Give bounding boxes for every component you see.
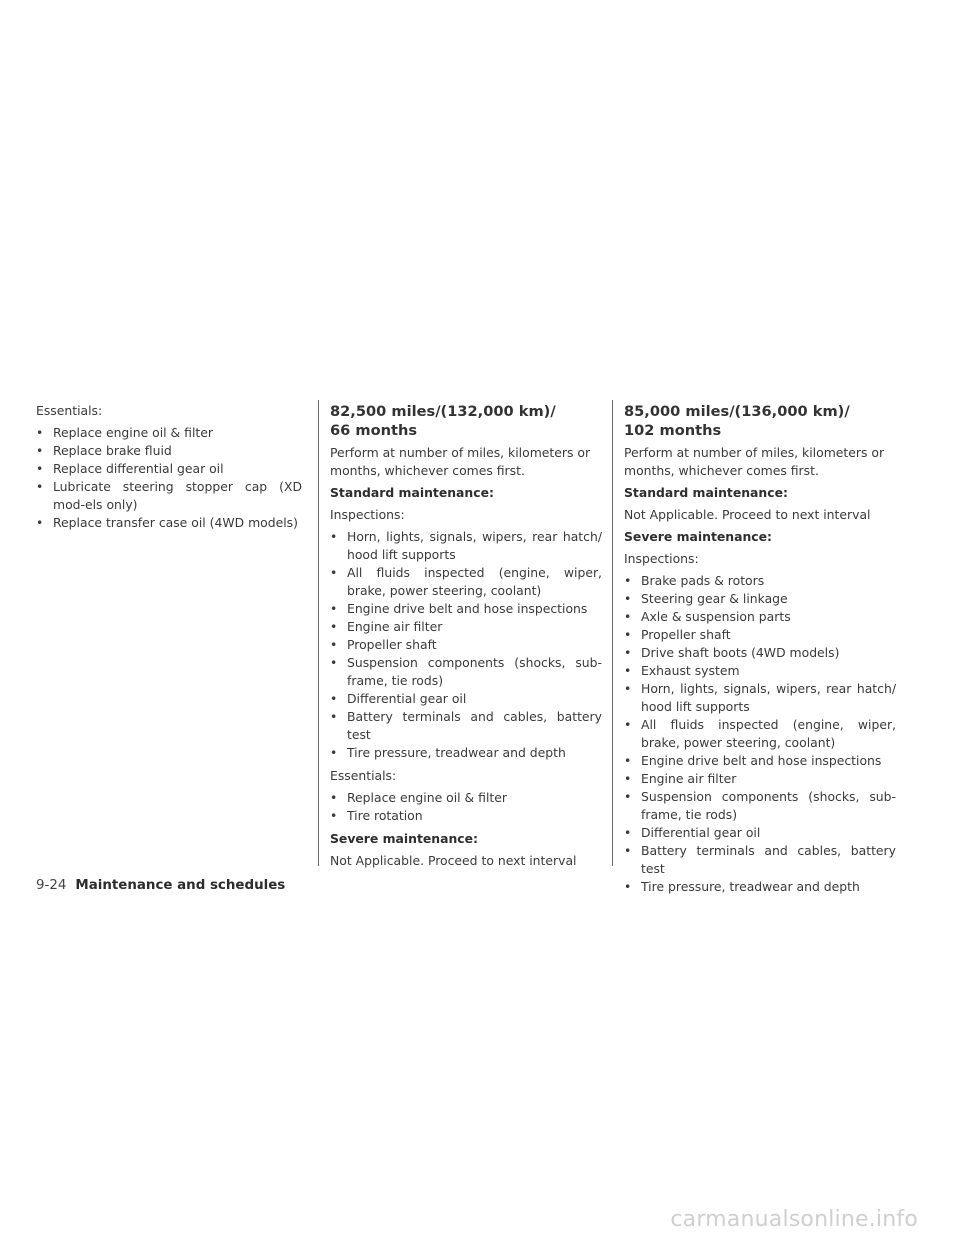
list-item: • Differential gear oil [330,690,602,708]
watermark: carmanualsonline.info [670,1207,918,1232]
inspections-label: Inspections: [330,507,405,522]
list-item: • Horn, lights, signals, wipers, rear hatch/ hood lift supports [624,680,896,716]
heading-line-1: 82,500 miles/(132,000 km)/ [330,403,556,420]
standard-maintenance-label: Standard maintenance: [330,485,494,500]
list-item: • Replace brake fluid [36,442,302,460]
heading-line-1: 85,000 miles/(136,000 km)/ [624,403,850,420]
interval-intro: Perform at number of miles, kilometers or months, whichever comes first. [330,445,591,478]
list-item: • Engine air filter [330,618,602,636]
column-left [36,402,302,537]
column-right [624,402,896,901]
heading-line-2: 66 months [330,422,418,439]
essentials-list [36,424,302,532]
page-number: 9-24 [36,878,67,893]
list-item: • Replace engine oil & filter [36,424,302,442]
inspections-list [624,572,896,896]
list-item: • Battery terminals and cables, battery test [624,842,896,878]
list-item: • Suspension components (shocks, sub-frame, tie rods) [624,788,896,824]
list-item: • Differential gear oil [624,824,896,842]
list-item: • Replace transfer case oil (4WD models) [36,514,302,532]
list-item: • Propeller shaft [624,626,896,644]
column-middle [330,402,602,874]
list-item: • All fluids inspected (engine, wiper, brake, power steering, coolant) [330,564,602,600]
standard-maintenance-label: Standard maintenance: [624,485,788,500]
interval-heading-82500 [330,402,602,440]
list-item: • Tire pressure, treadwear and depth [330,744,602,762]
severe-maintenance-label: Severe maintenance: [624,529,773,544]
list-item: • Suspension components (shocks, sub-frame, tie rods) [330,654,602,690]
list-item: • Drive shaft boots (4WD models) [624,644,896,662]
inspections-list [330,528,602,762]
list-item: • Engine drive belt and hose inspections [624,752,896,770]
list-item: • Battery terminals and cables, battery test [330,708,602,744]
page-footer [36,878,285,894]
list-item: • Horn, lights, signals, wipers, rear hatch/ hood lift supports [330,528,602,564]
essentials-label: Essentials: [36,403,103,418]
list-item: • Axle & suspension parts [624,608,896,626]
essentials-list [330,789,602,825]
severe-maintenance-label: Severe maintenance: [330,831,479,846]
section-title: Maintenance and schedules [75,878,286,893]
list-item: • Brake pads & rotors [624,572,896,590]
list-item: • Steering gear & linkage [624,590,896,608]
inspections-label: Inspections: [624,551,699,566]
list-item: • Exhaust system [624,662,896,680]
list-item: • Tire pressure, treadwear and depth [624,878,896,896]
column-divider [318,400,319,866]
essentials-label: Essentials: [330,768,397,783]
interval-intro: Perform at number of miles, kilometers or months, whichever comes first. [624,445,885,478]
list-item: • Lubricate steering stopper cap (XD mod-els only) [36,478,302,514]
list-item: • Replace engine oil & filter [330,789,602,807]
interval-heading-85000 [624,402,896,440]
list-item: • Propeller shaft [330,636,602,654]
list-item: • Engine drive belt and hose inspections [330,600,602,618]
list-item: • All fluids inspected (engine, wiper, brake, power steering, coolant) [624,716,896,752]
standard-maintenance-text: Not Applicable. Proceed to next interval [624,507,871,522]
column-divider [612,400,613,866]
severe-maintenance-text: Not Applicable. Proceed to next interval [330,853,577,868]
heading-line-2: 102 months [624,422,722,439]
list-item: • Engine air filter [624,770,896,788]
list-item: • Tire rotation [330,807,602,825]
list-item: • Replace differential gear oil [36,460,302,478]
